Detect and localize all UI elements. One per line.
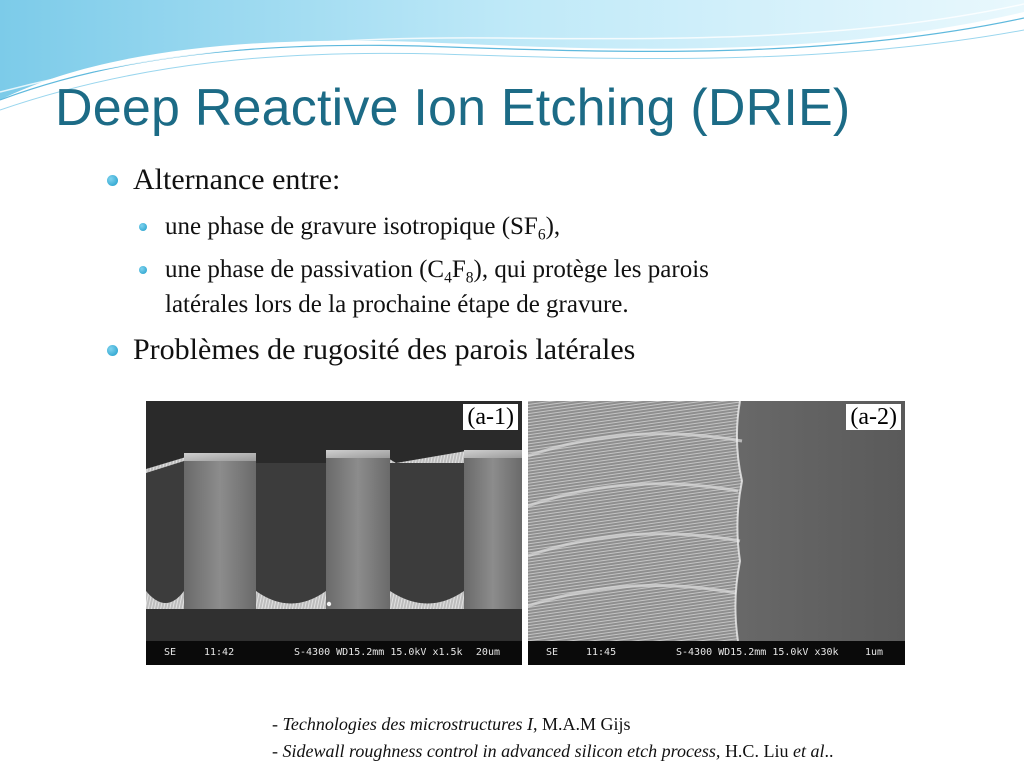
sem-caption-bar (528, 641, 905, 665)
sem-time: 11:45 (586, 647, 617, 658)
sub-bullet-text: une phase de passivation (C (165, 256, 445, 283)
references (272, 711, 833, 765)
bullet-rugosite: Problèmes de rugosité des parois latérales (133, 333, 636, 366)
subscript: 4 (444, 269, 452, 287)
sem-image-a1 (146, 401, 522, 665)
reference-author: M.A.M Gijs (541, 714, 631, 734)
sem-params: S-4300 WD15.2mm 15.0kV x1.5k (294, 647, 463, 658)
sem-scale: 1um (864, 647, 883, 658)
reference-author: H.C. Liu (724, 741, 793, 761)
reference-title: Sidewall roughness control in advanced silicon etch process, (282, 741, 721, 761)
reference-etal: et al (792, 741, 825, 761)
reference-end: .. (824, 741, 834, 761)
bullet-dot-icon (107, 345, 118, 356)
sem-mode: SE (546, 647, 559, 658)
sem-sidewall-illustration (528, 401, 905, 641)
sub-bullet-text: ), (545, 213, 561, 240)
sem-caption-bar (146, 641, 522, 665)
slide-title: Deep Reactive Ion Etching (DRIE) (55, 79, 851, 137)
bullet-alternance: Alternance entre: (133, 163, 341, 196)
sem-scale: 20um (475, 647, 500, 658)
subscript: 8 (465, 269, 474, 287)
reference-sep: , (532, 714, 542, 734)
image-label: (a-1) (463, 404, 518, 430)
sem-image-a2 (528, 401, 905, 665)
bullet-dot-icon (139, 266, 147, 274)
reference-item (272, 738, 833, 765)
bullet-dot-icon (107, 175, 118, 186)
bullet-dot-icon (139, 223, 147, 231)
reference-dash: - (272, 741, 283, 761)
sem-params: S-4300 WD15.2mm 15.0kV x30k (676, 647, 839, 658)
sub-bullet-gravure (165, 210, 560, 244)
image-label: (a-2) (846, 404, 901, 430)
sub-bullet-text: une phase de gravure isotropique (SF (165, 213, 538, 240)
reference-item (272, 711, 833, 738)
reference-title: Technologies des microstructures I (282, 714, 533, 734)
subscript: 6 (537, 226, 546, 244)
reference-dash: - (272, 714, 283, 734)
sub-bullet-passivation-line2: latérales lors de la prochaine étape de gravure. (165, 291, 629, 318)
sem-mode: SE (164, 647, 177, 658)
sem-trench-illustration (146, 401, 522, 641)
sub-bullet-text: F (451, 256, 466, 283)
sub-bullet-passivation (165, 253, 709, 287)
sub-bullet-text: ), qui protège les parois (473, 256, 709, 283)
sem-time: 11:42 (204, 647, 235, 658)
